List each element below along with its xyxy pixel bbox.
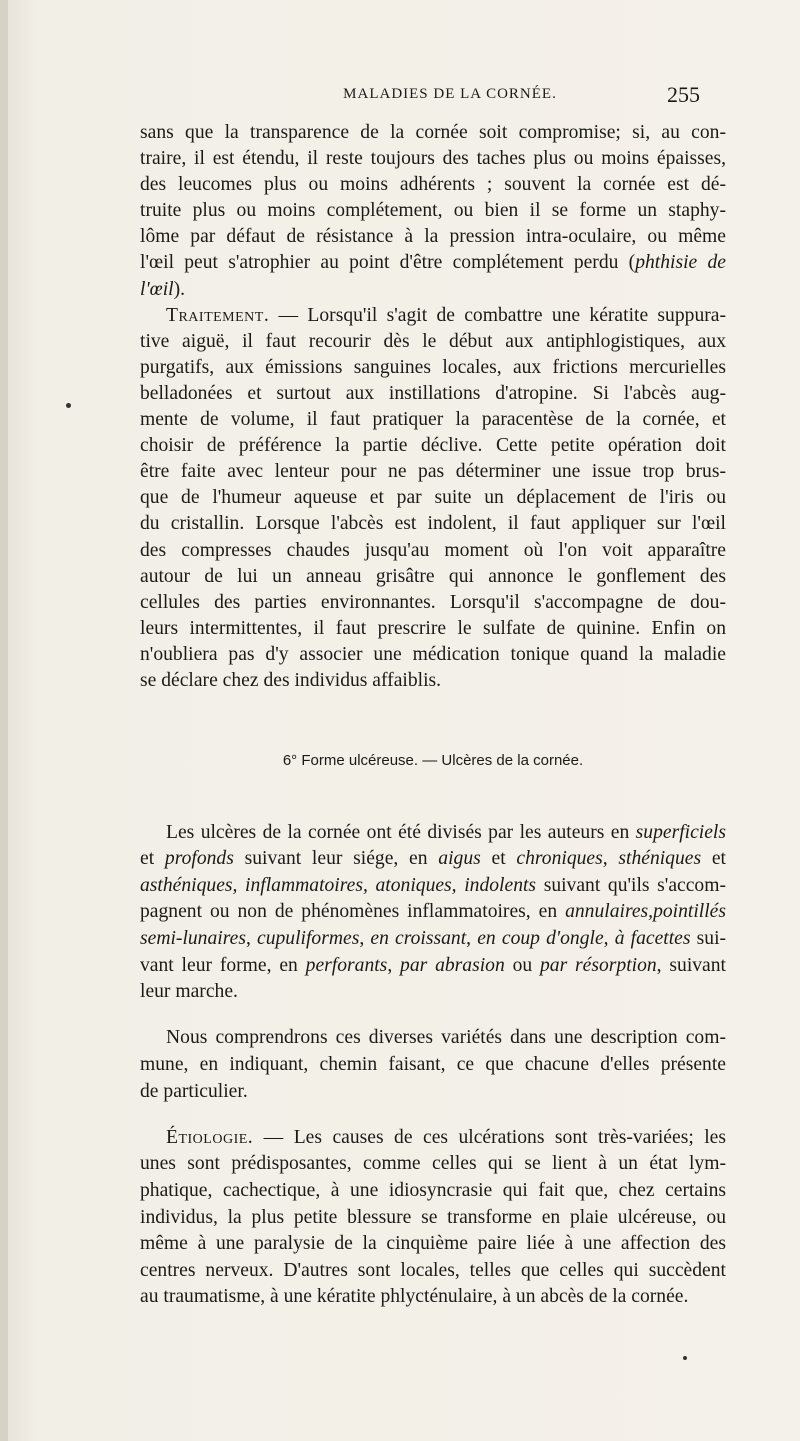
italic-term: aigus xyxy=(438,848,481,870)
paragraph-continuation xyxy=(140,120,726,303)
text-line: lôme par défaut de résistance à la pression intra-oculaire, ou même xyxy=(140,226,726,248)
text-segment: , xyxy=(359,927,371,949)
text-line: des leucomes plus ou moins adhérents ; souvent la cornée est dé- xyxy=(140,174,726,196)
italic-term: chroniques, sthéniques xyxy=(516,848,702,870)
text-line: traire, il est étendu, il reste toujours des taches plus ou moins épaisses, xyxy=(140,148,726,170)
text-segment: , xyxy=(603,927,615,949)
text-line: sans que la transparence de la cornée soit compromise; si, au con- xyxy=(140,122,726,143)
text-line: individus, la plus petite blessure se transforme en plaie ulcéreuse, ou xyxy=(140,1206,726,1228)
text-segment: et xyxy=(701,848,726,870)
text-line: mente de volume, il faut pratiquer la paracentèse de la cornée, et xyxy=(140,409,726,431)
text-segment: — Lorsqu'il s'agit de combattre une kératite suppura- xyxy=(269,304,726,326)
text-segment: Les ulcères de la cornée ont été divisés par les auteurs en xyxy=(166,821,636,843)
text-line: tive aiguë, il faut recourir dès le début aux antiphlogistiques, aux xyxy=(140,330,726,352)
italic-term: cupuliformes xyxy=(257,927,360,949)
text-line: autour de lui un anneau grisâtre qui annonce le gonflement des xyxy=(140,565,726,587)
text-line xyxy=(140,873,726,900)
italic-term: asthéniques, inflammatoires, atoniques, indolents xyxy=(140,874,537,896)
text-segment: — Les causes de ces ulcérations sont très-variées; les xyxy=(253,1126,726,1148)
text-line xyxy=(140,899,726,926)
text-line: choisir de préférence la partie déclive. Cette petite opération doit xyxy=(140,435,726,457)
text-segment: pagnent ou non de phénomènes inflammatoires, en xyxy=(140,901,566,923)
page-number: 255 xyxy=(667,82,700,107)
italic-term: annulaires,pointillés xyxy=(565,901,726,923)
text-line: de particulier. xyxy=(140,1080,248,1102)
paragraph-nous xyxy=(140,1025,726,1105)
text-line: se déclare chez des individus affaiblis. xyxy=(140,669,442,691)
text-line xyxy=(140,820,726,847)
text-line xyxy=(140,1125,726,1152)
margin-mark xyxy=(66,403,71,408)
section-heading: 6° Forme ulcéreuse. — Ulcères de la cornée. xyxy=(282,752,584,769)
text-segment: , xyxy=(245,927,258,949)
text-line xyxy=(140,953,726,980)
text-line: purgatifs, aux émissions sanguines locales, aux frictions mercurielles xyxy=(140,356,726,378)
text-segment: et xyxy=(140,848,165,870)
italic-term: l'œil xyxy=(140,278,174,300)
text-line: phatique, cachectique, à une idiosyncrasie qui fait que, chez certains xyxy=(140,1179,726,1201)
text-line: cellules des parties environnantes. Lorsqu'il s'accompagne de dou- xyxy=(140,591,726,613)
text-segment: , xyxy=(466,927,478,949)
text-line: du cristallin. Lorsque l'abcès est indolent, il faut appliquer sur l'œil xyxy=(140,513,726,535)
text-line xyxy=(140,926,726,953)
italic-term: à facettes xyxy=(614,927,691,949)
text-line: être faite avec lenteur pour ne pas déterminer une issue trop brus- xyxy=(140,461,726,483)
italic-term: par abrasion xyxy=(400,954,505,976)
text-block-bottom xyxy=(140,800,726,1330)
italic-term: semi-lunaires xyxy=(140,927,246,949)
text-line: que de l'humeur aqueuse et par suite un déplacement de l'iris ou xyxy=(140,487,726,509)
text-segment: ou xyxy=(504,954,540,976)
text-line: n'oubliera pas d'y associer une médication tonique quand la maladie xyxy=(140,643,726,665)
text-block-top xyxy=(140,120,726,694)
text-line: belladonées et surtout aux instillations d'atropine. Si l'abcès aug- xyxy=(140,382,726,404)
italic-term: en coup d'ongle xyxy=(477,927,604,949)
text-line xyxy=(140,277,726,303)
text-line: mune, en indiquant, chemin faisant, ce que chacune d'elles présente xyxy=(140,1053,726,1075)
text-line: des compresses chaudes jusqu'au moment où l'on voit apparaître xyxy=(140,539,726,561)
text-line: truite plus ou moins complétement, ou bien il se forme un staphy- xyxy=(140,200,726,222)
margin-mark xyxy=(683,1356,687,1360)
text-segment: ). xyxy=(173,278,186,300)
italic-term: profonds xyxy=(164,848,234,870)
text-line xyxy=(140,303,726,329)
italic-term: par résorption xyxy=(539,954,657,976)
text-segment: et xyxy=(480,848,517,870)
page-edge-shadow xyxy=(0,0,8,1441)
running-header: MALADIES DE LA CORNÉE. xyxy=(343,86,557,102)
text-segment: l'œil peut s'atrophier au point d'être complétement perdu ( xyxy=(140,252,636,274)
italic-term: superficiels xyxy=(635,821,726,843)
paragraph-etiologie xyxy=(140,1125,726,1311)
text-line: Nous comprendrons ces diverses variétés dans une description com- xyxy=(166,1027,726,1049)
text-line: unes sont prédisposantes, comme celles qui se lient à un état lym- xyxy=(140,1153,726,1175)
text-segment: , suivant xyxy=(656,954,726,976)
italic-term: en croissant xyxy=(370,927,467,949)
paragraph-ulceres xyxy=(140,820,726,1006)
italic-term: phthisie de xyxy=(635,252,726,274)
text-line: leurs intermittentes, il faut prescrire le sulfate de quinine. Enfin on xyxy=(140,617,726,639)
text-segment: suivant qu'ils s'accom- xyxy=(536,874,726,896)
text-line xyxy=(140,846,726,873)
text-line: même à une paralysie de la cinquième paire liée à une affection des xyxy=(140,1233,726,1255)
text-line: leur marche. xyxy=(140,981,238,1003)
text-segment: vant leur forme, en xyxy=(140,954,306,976)
italic-term: perforants xyxy=(305,954,388,976)
text-segment: sui- xyxy=(690,927,727,949)
text-line: centres nerveux. D'autres sont locales, telles que celles qui succèdent xyxy=(140,1259,726,1281)
run-in-heading: Traitement. xyxy=(166,304,270,326)
run-in-heading: Étiologie. xyxy=(166,1126,254,1148)
text-line xyxy=(140,250,726,276)
text-line: au traumatisme, à une kératite phlycténulaire, à un abcès de la cornée. xyxy=(140,1286,689,1308)
text-segment: , xyxy=(387,954,401,976)
paragraph-traitement xyxy=(140,303,726,694)
text-segment: suivant leur siége, en xyxy=(233,848,439,870)
